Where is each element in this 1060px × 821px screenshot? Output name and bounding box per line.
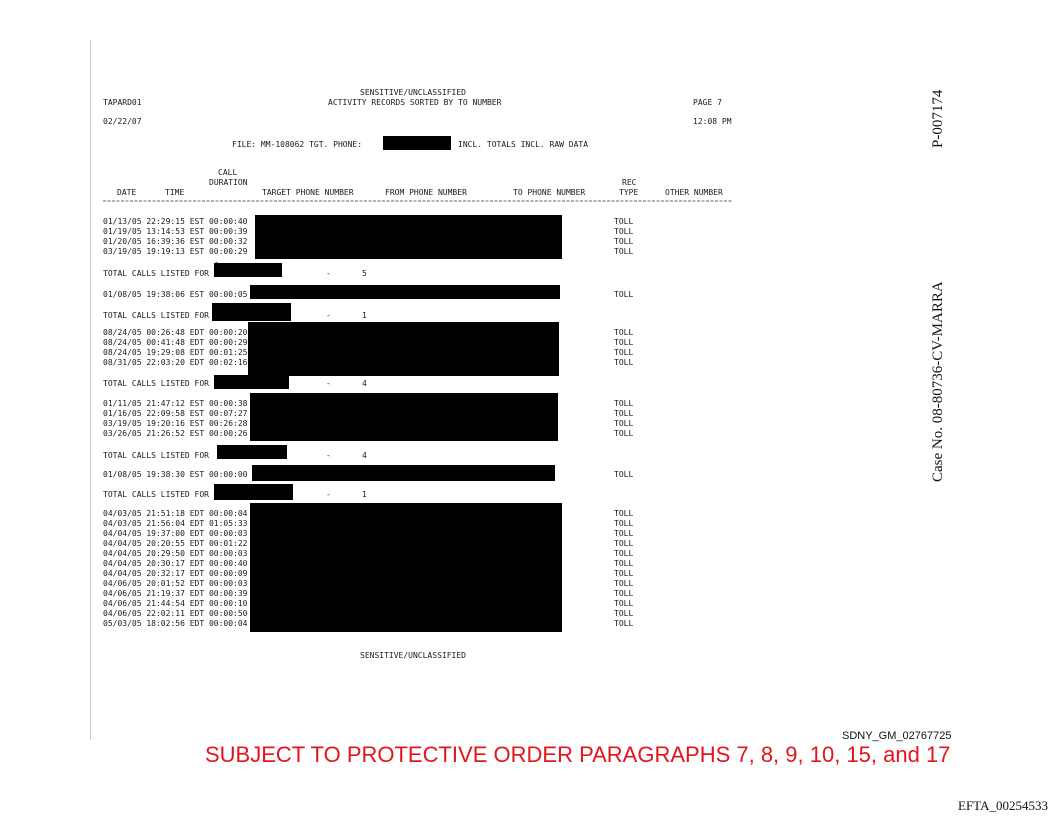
record-row: 01/13/05 22:29:15 EST 00:00:40: [103, 217, 248, 226]
col-date: DATE: [117, 188, 137, 197]
total-count: 5: [362, 269, 367, 278]
record-row: 04/04/05 20:29:50 EDT 00:00:03: [103, 549, 248, 558]
rec-type: TOLL: [614, 429, 634, 438]
col-target-phone: TARGET PHONE NUMBER: [262, 188, 354, 197]
redaction-total-number: [214, 375, 289, 389]
record-row: 04/06/05 21:19:37 EDT 00:00:39: [103, 589, 248, 598]
rec-type: TOLL: [614, 579, 634, 588]
record-row: 01/11/05 21:47:12 EST 00:00:38: [103, 399, 248, 408]
rec-type: TOLL: [614, 519, 634, 528]
footer-classification: SENSITIVE/UNCLASSIFIED: [360, 651, 466, 660]
rec-type: TOLL: [614, 247, 634, 256]
rec-type: TOLL: [614, 237, 634, 246]
rec-type: TOLL: [614, 358, 634, 367]
total-calls-label: TOTAL CALLS LISTED FOR: [103, 311, 209, 320]
redaction-total-number: [217, 445, 287, 459]
total-dash: -: [326, 379, 331, 388]
mark-dash: -: [214, 258, 220, 268]
side-stamp-case: Case No. 08-80736-CV-MARRA: [930, 281, 946, 482]
rec-type: TOLL: [614, 290, 634, 299]
report-date: 02/22/07: [103, 117, 142, 126]
rec-type: TOLL: [614, 470, 634, 479]
header-classification: SENSITIVE/UNCLASSIFIED: [360, 88, 466, 97]
rec-type: TOLL: [614, 609, 634, 618]
record-row: 04/04/05 19:37:00 EDT 00:00:03: [103, 529, 248, 538]
record-row: 04/04/05 20:32:17 EDT 00:00:09: [103, 569, 248, 578]
rec-type: TOLL: [614, 217, 634, 226]
record-row: 04/04/05 20:20:55 EDT 00:01:22: [103, 539, 248, 548]
rec-type: TOLL: [614, 589, 634, 598]
redaction-phone-numbers: [250, 285, 560, 299]
record-row: 01/08/05 19:38:06 EST 00:00:05: [103, 290, 248, 299]
protective-order-notice: SUBJECT TO PROTECTIVE ORDER PARAGRAPHS 7, 8, 9, 10, 15, and 17: [205, 742, 951, 767]
total-dash: -: [326, 451, 331, 460]
total-dash: -: [326, 269, 331, 278]
redaction-total-number: [214, 484, 293, 500]
record-row: 05/03/05 18:02:56 EDT 00:00:04: [103, 619, 248, 628]
record-row: 03/19/05 19:19:13 EST 00:00:29: [103, 247, 248, 256]
redaction-total-number: [212, 303, 291, 321]
total-count: 4: [362, 379, 367, 388]
record-row: 01/19/05 13:14:53 EST 00:00:39: [103, 227, 248, 236]
record-row: 04/06/05 21:44:54 EDT 00:00:10: [103, 599, 248, 608]
file-line-suffix: INCL. TOTALS INCL. RAW DATA: [458, 140, 589, 149]
col-from-phone: FROM PHONE NUMBER: [385, 188, 467, 197]
redaction-target-phone: [383, 136, 451, 150]
redaction-phone-numbers: [255, 215, 562, 259]
col-to-phone: TO PHONE NUMBER: [513, 188, 586, 197]
record-row: 01/20/05 16:39:36 EST 00:00:32: [103, 237, 248, 246]
record-row: 04/06/05 20:01:52 EDT 00:00:03: [103, 579, 248, 588]
total-count: 4: [362, 451, 367, 460]
redaction-phone-numbers: [250, 503, 562, 632]
side-stamp-number: P-007174: [930, 89, 946, 148]
total-dash: -: [326, 311, 331, 320]
program-id: TAPARD01: [103, 98, 142, 107]
efta-number: EFTA_00254533: [958, 798, 1048, 813]
rec-type: TOLL: [614, 399, 634, 408]
rec-type: TOLL: [614, 569, 634, 578]
column-underline: [103, 199, 733, 203]
record-row: 04/03/05 21:51:18 EDT 00:00:04: [103, 509, 248, 518]
rec-type: TOLL: [614, 509, 634, 518]
record-row: 08/24/05 00:41:48 EDT 00:00:29: [103, 338, 248, 347]
rec-type: TOLL: [614, 338, 634, 347]
page-margin-line: [90, 40, 91, 740]
rec-type: TOLL: [614, 419, 634, 428]
col-duration: DURATION: [209, 178, 248, 187]
record-row: 04/04/05 20:30:17 EDT 00:00:40: [103, 559, 248, 568]
total-count: 1: [362, 311, 367, 320]
total-calls-label: TOTAL CALLS LISTED FOR: [103, 269, 209, 278]
record-row: 04/03/05 21:56:04 EDT 01:05:33: [103, 519, 248, 528]
total-count: 1: [362, 490, 367, 499]
col-call: CALL: [218, 168, 238, 177]
col-time: TIME: [165, 188, 185, 197]
col-type: TYPE: [619, 188, 639, 197]
bates-number: SDNY_GM_02767725: [842, 730, 952, 742]
record-row: 01/08/05 19:38:30 EST 00:00:00: [103, 470, 248, 479]
rec-type: TOLL: [614, 599, 634, 608]
redaction-total-number: [214, 263, 282, 277]
redaction-phone-numbers: [250, 393, 558, 441]
total-calls-label: TOTAL CALLS LISTED FOR: [103, 451, 209, 460]
rec-type: TOLL: [614, 328, 634, 337]
page-number: PAGE 7: [693, 98, 722, 107]
record-row: 08/24/05 19:29:08 EDT 00:01:25: [103, 348, 248, 357]
total-calls-label: TOTAL CALLS LISTED FOR: [103, 379, 209, 388]
rec-type: TOLL: [614, 348, 634, 357]
col-other-number: OTHER NUMBER: [665, 188, 723, 197]
file-line-prefix: FILE: MM-108062 TGT. PHONE:: [232, 140, 363, 149]
total-calls-label: TOTAL CALLS LISTED FOR: [103, 490, 209, 499]
record-row: 03/19/05 19:20:16 EST 00:26:28: [103, 419, 248, 428]
report-time: 12:08 PM: [693, 117, 732, 126]
record-row: 08/31/05 22:03:20 EDT 00:02:16: [103, 358, 248, 367]
report-title: ACTIVITY RECORDS SORTED BY TO NUMBER: [328, 98, 502, 107]
rec-type: TOLL: [614, 409, 634, 418]
record-row: 03/26/05 21:26:52 EST 00:00:26: [103, 429, 248, 438]
rec-type: TOLL: [614, 529, 634, 538]
rec-type: TOLL: [614, 559, 634, 568]
redaction-phone-numbers: [248, 322, 559, 376]
col-rec: REC: [622, 178, 637, 187]
record-row: 08/24/05 00:26:48 EDT 00:00:20: [103, 328, 248, 337]
rec-type: TOLL: [614, 227, 634, 236]
redaction-phone-numbers: [252, 465, 555, 481]
record-row: 04/06/05 22:02:11 EDT 00:00:50: [103, 609, 248, 618]
rec-type: TOLL: [614, 549, 634, 558]
rec-type: TOLL: [614, 619, 634, 628]
total-dash: -: [326, 490, 331, 499]
record-row: 01/16/05 22:09:58 EST 00:07:27: [103, 409, 248, 418]
rec-type: TOLL: [614, 539, 634, 548]
